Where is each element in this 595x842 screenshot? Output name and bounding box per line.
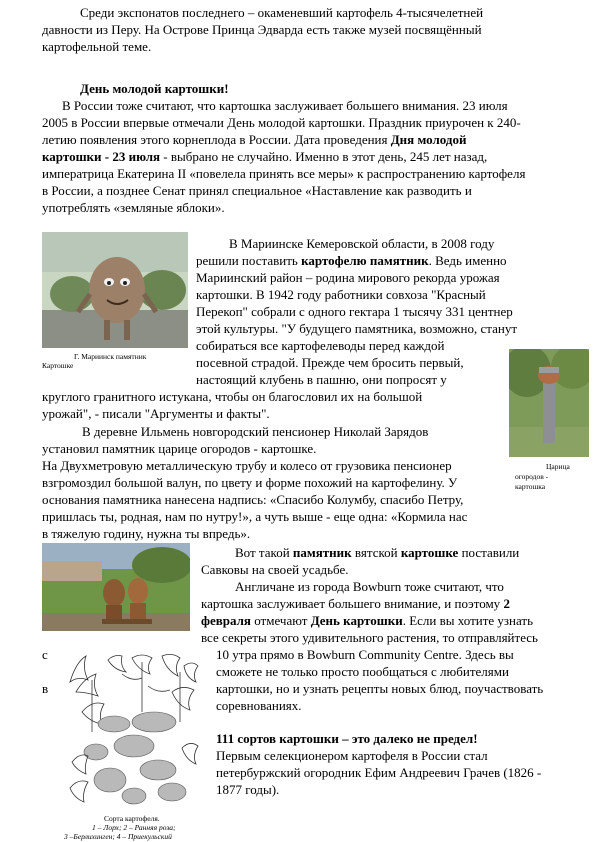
text-line: Среди экспонатов последнего – окаменевший картофель 4-тысячелетней (80, 5, 484, 20)
text-line: установил памятник царице огородов - картошке. (42, 441, 317, 456)
text-line (42, 148, 487, 165)
bold-span: картофелю памятник (301, 253, 429, 268)
text-span: летию появления этого корнеплода в России. Дата проведения (42, 132, 391, 147)
text-line: с (42, 647, 48, 662)
text-line: взгромоздил большой валун, по цвету и форме похожий на картофелину. У (42, 475, 458, 490)
text-line: В Мариинске Кемеровской области, в 2008 году (229, 236, 495, 251)
figure-caption: Картошке (42, 361, 74, 370)
figure-caption: Сорта картофеля. (104, 814, 160, 823)
text-line: урожай", - писали "Аргументы и факты". (42, 406, 270, 421)
section-heading: День молодой картошки! (80, 81, 229, 96)
figure-caption: огородов - (515, 472, 549, 481)
bold-span: февраля (201, 613, 251, 628)
potato-monument-photo (42, 232, 188, 348)
text-line: На Двухметровую металлическую трубу и колесо от грузовика пенсионер (42, 458, 452, 473)
bold-span: картошки - 23 июля (42, 149, 161, 164)
text-line: Первым селекционером картофеля в России стал (216, 748, 488, 763)
text-line: в России, а позднее Сенат принял специальное «Наставление как разводить и (42, 183, 472, 198)
text-span: . Если вы хотите узнать (402, 613, 534, 628)
text-line: все секреты этого удивительного растения, то отправляйтесь (201, 630, 538, 645)
text-line (42, 131, 466, 148)
text-line: 10 утра прямо в Bowburn Community Centre. Здесь вы (216, 647, 514, 662)
text-line (196, 252, 507, 269)
text-line: круглого гранитного истукана, чтобы он благословил их на большой (42, 389, 423, 404)
figure-caption: Царица (546, 462, 570, 471)
figure-caption: 1 – Лорх; 2 – Ранняя роза; (92, 823, 176, 832)
text-line: употреблять «земляные яблоки». (42, 200, 225, 215)
text-line: посевной страдой. Прежде чем бросить первый, (196, 355, 464, 370)
text-line: картошки. В 1942 году работники совхоза "Красный (196, 287, 486, 302)
figure-caption: 3 –Берлихинген; 4 – Приекульский (64, 832, 172, 841)
figure-caption: картошка (515, 482, 546, 491)
bold-span: памятник (292, 545, 352, 560)
queen-of-gardens-photo (509, 349, 589, 457)
text-line: картофельной теме. (42, 39, 152, 54)
text-line: 2005 в России впервые отмечали День молодой картошки. Праздник приурочен к 240- (42, 115, 521, 130)
figure-caption: Г. Мариинск памятник (74, 352, 147, 361)
text-line: настоящий клубень в пашню, они попросят у (196, 372, 447, 387)
bold-span: 2 (503, 596, 510, 611)
text-line: Савковы на своей усадьбе. (201, 562, 349, 577)
text-line: давности из Перу. На Острове Принца Эдварда есть также музей посвящённый (42, 22, 482, 37)
text-line: 1877 годы). (216, 782, 280, 797)
text-line (201, 595, 510, 612)
text-line: этой культуры. "У будущего памятника, возможно, станут (196, 321, 518, 336)
text-span: - выбрано не случайно. Именно в этот день, 245 лет назад, (160, 149, 488, 164)
text-span: отмечают (250, 613, 311, 628)
text-span: картошка заслуживает большего внимание, и поэтому (201, 596, 504, 611)
text-line: собираться все картофелеводы перед каждой (196, 338, 445, 353)
text-line: петербуржский огородник Ефим Андреевич Грачев (1826 - (216, 765, 542, 780)
bold-span: картошке (400, 545, 459, 560)
text-span: поставили (458, 545, 520, 560)
potato-varieties-illustration (62, 652, 202, 810)
text-line (235, 544, 519, 561)
text-line: Перекоп" собрали с одного гектара 1 тысячу 331 центнер (196, 304, 513, 319)
text-line: в (42, 681, 49, 696)
text-line: Англичане из города Bowburn тоже считают, что (235, 579, 504, 594)
text-line: соревнованиях. (216, 698, 302, 713)
text-line: В России тоже считают, что картошка заслуживает большего внимания. 23 июля (62, 98, 508, 113)
text-line: Мариинский район – родина мирового рекорда урожая (196, 270, 500, 285)
text-line: основания памятника нанесена надпись: «Спасибо Колумбу, спасибо Петру, (42, 492, 464, 507)
text-line: сможете не только просто пообщаться с любителями (216, 664, 509, 679)
bold-span: День картошки (310, 613, 403, 628)
vyatka-monument-photo (42, 543, 190, 631)
text-span: . Ведь именно (428, 253, 507, 268)
text-line: В деревне Ильмень новгородский пенсионер Николай Зарядов (82, 424, 429, 439)
text-span: решили поставить (196, 253, 302, 268)
text-line: картошки, но и узнать рецепты новых блюд, поучаствовать (216, 681, 544, 696)
text-span: вятской (351, 545, 401, 560)
text-line: императрица Екатерина II «повелела принять все меры» к распространению картофеля (42, 166, 526, 181)
text-line: пришлась ты, родная, нам по нутру!», а чуть выше - еще одна: «Кормила нас (42, 509, 468, 524)
text-line: в тяжелую годину, нужна ты впредь». (42, 526, 251, 541)
bold-span: Дня молодой (390, 132, 467, 147)
section-heading: 111 сортов картошки – это далеко не предел! (216, 731, 478, 746)
text-span: Вот такой (235, 545, 293, 560)
text-line (201, 612, 533, 629)
